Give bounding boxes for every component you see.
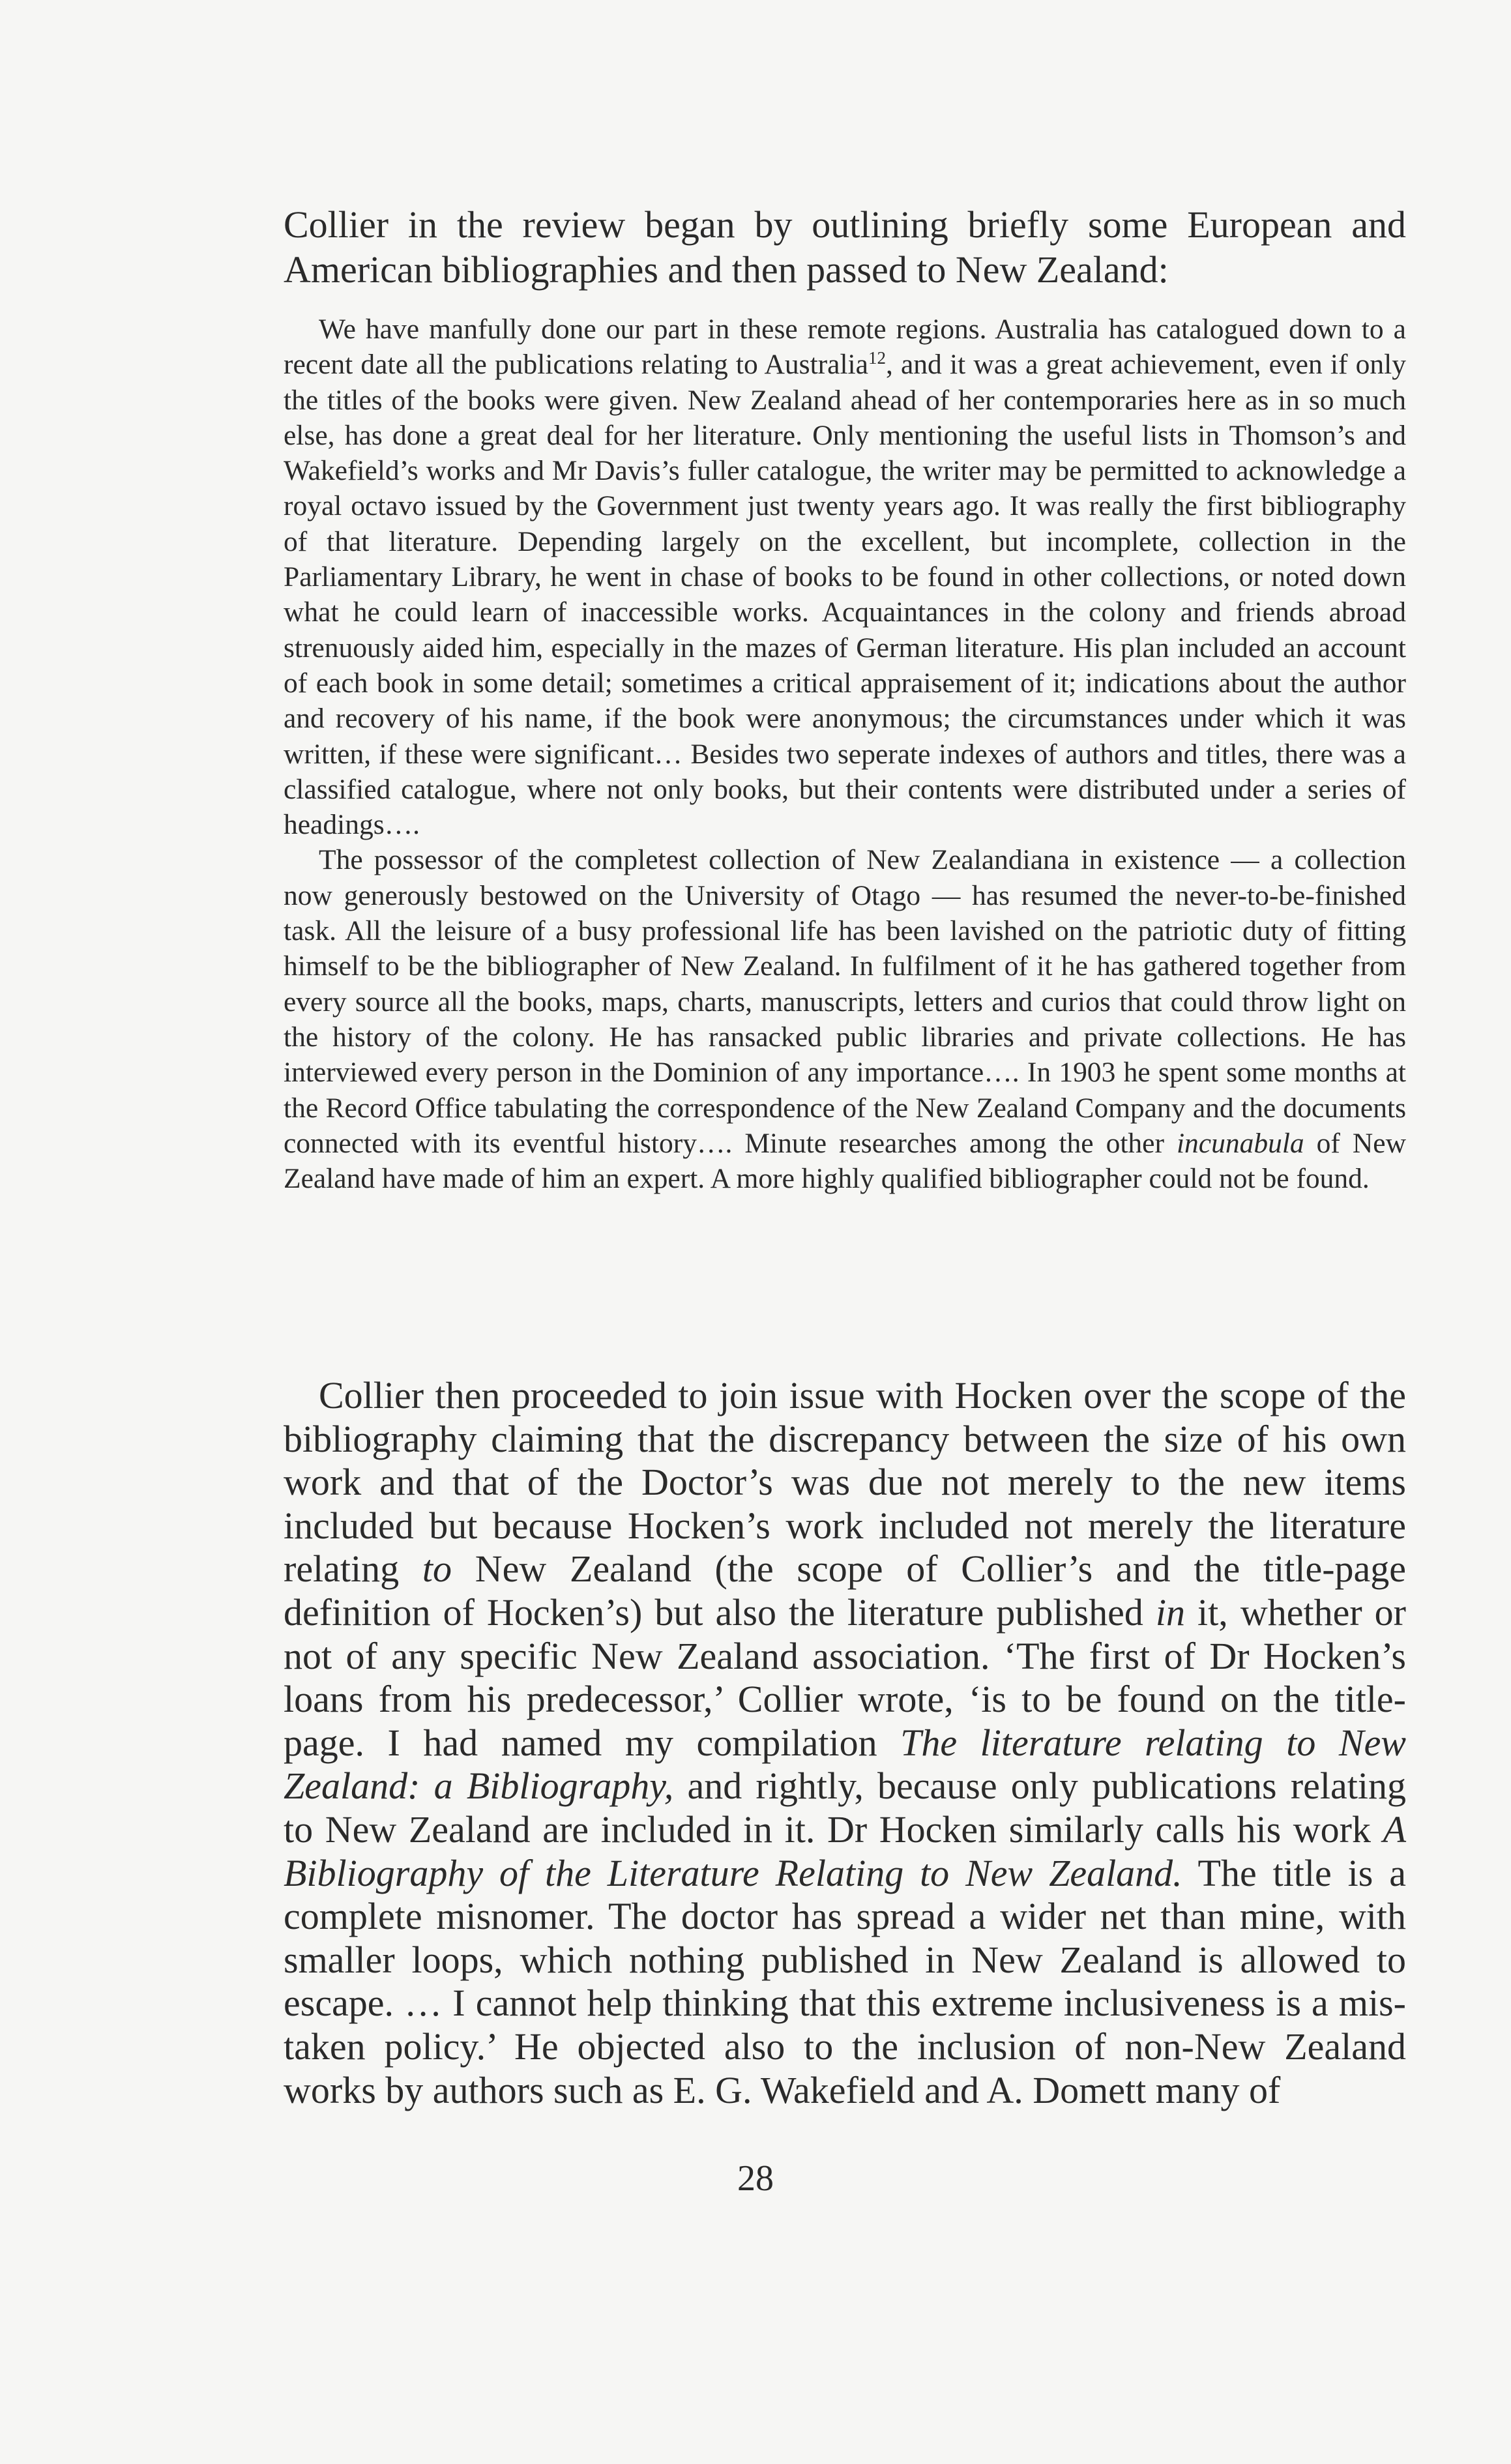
- quote-p2-text-a: The possessor of the completest collection of New Zealandiana in existence — a collection now generously bestowed on the University of Otago — has resumed the never-to-be-finished task. All the leisure of a busy professional life has been lavished on the patriotic duty of fitting himself to be the bibliographer of New Zealand. In fulfilment of it he has gathered together from every source all the books, maps, charts, manuscripts, letters and curios that could throw light on the history of the colony. He has ransacked public libraries and private collections. He has interviewed every person in the Dominion of any importance…. In 1903 he spent some months at the Record Office tabulating the correspondence of the New Zealand Company and the documents connected with its eventful history…. Minute researches among the other: [284, 844, 1406, 1159]
- intro-text: Collier in the review began by outlining briefly some European and American bibliographies and then passed to New Zealand:: [284, 203, 1406, 291]
- body-text-2: New Zealand (the scope of Collier’s and the title-page definition of Hocken’s) but also the literature published: [284, 1547, 1406, 1634]
- body-paragraph: [284, 1374, 1406, 2112]
- body-text-5: The title is a complete misnomer. The doctor has spread a wider net than mine, with smaller loops, which nothing published in New Zealand is allowed to escape. … I cannot help thinking that this extreme inclusiveness is a mistaken policy.’ He objected also to the inclusion of non-New Zealand works by authors such as E. G. Wakefield and A. Domett many of: [284, 1851, 1406, 2111]
- page-number: 28: [737, 2158, 774, 2199]
- block-quotation: [284, 312, 1406, 1196]
- intro-paragraph: [284, 202, 1406, 292]
- body-italic-1: to: [422, 1547, 452, 1591]
- body-text-3: it, whether or not of any specific New Zealand association. ‘The first of Dr Hocken’s loans from his predecessor,’ Collier wrote, ‘is to be found on the title-page. I had named my compilation: [284, 1591, 1406, 1764]
- body-text-1: Collier then proceeded to join issue with Hocken over the scope of the bibliography claiming that the discrepancy between the size of his own work and that of the Doctor’s was due not merely to the new items included but because Hocken’s work included not merely the literature relating: [284, 1374, 1406, 1591]
- quote-p1-text-b: , and it was a great achievement, even if only the titles of the books were given. New Zealand ahead of her contemporaries here as in so much else, has done a great deal for her literature. Only mentioning the useful lists in Thomson’s and Wakefield’s works and Mr Davis’s fuller catalogue, the writer may be permitted to acknowledge a royal octavo issued by the Government just twenty years ago. It was really the first bibliography of that literature. Depending largely on the excellent, but incomplete, collection in the Parliamentary Library, he went in chase of books to be found in other collections, or noted down what he could learn of inaccessible works. Acquaintances in the colony and friends abroad strenuously aided him, especially in the mazes of German literature. His plan included an account of each book in some detail; sometimes a critical appraisement of it; indications about the author and recovery of his name, if the book were anonymous; the circumstances under which it was written, if these were significant… Besides two seperate indexes of authors and titles, there was a classified catalogue, where not only books, but their contents were distributed under a series of headings….: [284, 349, 1406, 841]
- body-italic-2: in: [1155, 1591, 1185, 1634]
- quote-paragraph-1: [284, 312, 1406, 842]
- quote-p1-text-a: We have manfully done our part in these remote regions. Australia has catalogued down to a recent date all the publications relating to Australia: [284, 314, 1406, 381]
- quote-p2-italic: incunabula: [1176, 1127, 1304, 1159]
- footnote-reference: 12: [868, 348, 886, 368]
- quote-paragraph-2: [284, 842, 1406, 1196]
- body-italic-title-1: The literature relating to New Zealand: a Bibliography,: [284, 1721, 1406, 1808]
- quote-p2-text-b: of New Zealand have made of him an expert. A more highly qualified bibliographer could not be found.: [284, 1127, 1406, 1195]
- body-italic-title-2: A Bibliography of the Literature Relating to New Zealand.: [284, 1808, 1406, 1894]
- body-text-4: and rightly, because only publications relating to New Zealand are included in it. Dr Hocken similarly calls his work: [284, 1765, 1406, 1851]
